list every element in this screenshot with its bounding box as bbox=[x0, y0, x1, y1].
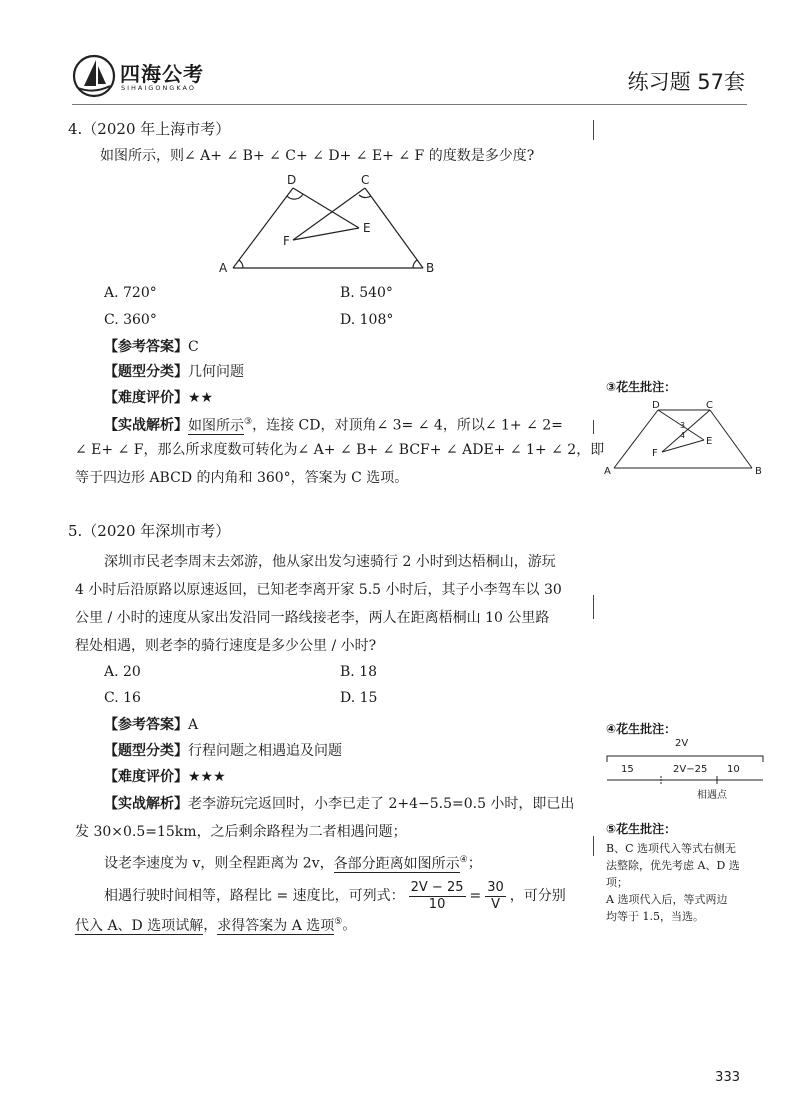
answer-value: A bbox=[188, 717, 199, 733]
note3-label-a: A bbox=[604, 466, 611, 477]
analysis-text: 相遇行驶时间相等，路程比 = 速度比，可列式： bbox=[104, 888, 405, 904]
footnote-ref: ⑤ bbox=[334, 917, 343, 927]
analysis-line-1 bbox=[104, 408, 563, 440]
underlined-text: 求得答案为 A 选项 bbox=[217, 917, 335, 934]
note3-label-4: 4 bbox=[680, 431, 686, 440]
margin-line bbox=[593, 836, 594, 856]
label-e: E bbox=[363, 221, 371, 235]
option-d: D. 15 bbox=[340, 690, 378, 706]
label-b: B bbox=[426, 261, 435, 275]
analysis-label: 【实战解析】 bbox=[104, 417, 188, 434]
analysis-text: 老李游玩完返回时，小李已走了 2+4−5.5=0.5 小时，即已出 bbox=[188, 796, 575, 812]
footnote-ref: ③ bbox=[244, 417, 253, 427]
logo-name: 四海公考 bbox=[120, 62, 204, 86]
type-value: 行程问题之相遇追及问题 bbox=[188, 743, 342, 759]
option-c: C. 360° bbox=[104, 312, 157, 328]
answer-value: C bbox=[188, 339, 199, 355]
question-5-heading: 5.（2020 年深圳市考） bbox=[68, 522, 231, 540]
type-row bbox=[104, 362, 244, 382]
label-d: D bbox=[287, 173, 297, 187]
note3-label-c: C bbox=[706, 400, 713, 411]
label-f: F bbox=[283, 234, 290, 248]
question-4-figure bbox=[213, 168, 443, 278]
fraction-left: $\frac{2V - 25}{10}$ bbox=[410, 879, 464, 912]
meeting-point-caption: 相遇点 bbox=[697, 790, 727, 801]
label-a: A bbox=[219, 261, 228, 275]
difficulty-stars: ★★★ bbox=[188, 769, 226, 785]
option-a: A. 20 bbox=[104, 664, 141, 680]
fraction-right: $\frac{30}{V}$ bbox=[487, 879, 504, 912]
label-c: C bbox=[361, 173, 370, 187]
question-4-heading: 4.（2020 年上海市考） bbox=[68, 120, 231, 138]
distance-bracket bbox=[605, 752, 765, 764]
option-d: D. 108° bbox=[340, 312, 394, 328]
equals-sign: = bbox=[469, 888, 482, 904]
answer-row bbox=[104, 337, 199, 357]
analysis-label: 【实战解析】 bbox=[104, 796, 188, 812]
question-4-stem: 如图所示，则∠ A+ ∠ B+ ∠ C+ ∠ D+ ∠ E+ ∠ F 的度数是多少度? bbox=[100, 148, 535, 164]
header-divider bbox=[72, 104, 747, 105]
option-a: A. 720° bbox=[104, 285, 157, 301]
type-label: 【题型分类】 bbox=[104, 743, 188, 759]
analysis-text: ，可分别 bbox=[509, 888, 566, 904]
difficulty-label: 【难度评价】 bbox=[104, 390, 188, 406]
page-number: 333 bbox=[715, 1070, 740, 1085]
note3-label-e: E bbox=[706, 436, 713, 447]
total-distance-label: 2V bbox=[675, 738, 689, 749]
sailboat-logo-icon bbox=[72, 54, 116, 98]
page-title: 练习题 57套 bbox=[627, 70, 745, 94]
option-b: B. 18 bbox=[340, 664, 378, 680]
question-5-stem-2: 4 小时后沿原路以原速返回，已知老李离开家 5.5 小时后，其子小李驾车以 30 bbox=[75, 582, 562, 598]
type-value: 几何问题 bbox=[188, 364, 244, 380]
note-3-title: ③花生批注： bbox=[606, 380, 677, 394]
note3-label-d: D bbox=[652, 400, 660, 411]
margin-line bbox=[593, 120, 594, 140]
segment-15: 15 bbox=[621, 764, 634, 775]
footnote-ref: ④ bbox=[459, 855, 468, 865]
logo bbox=[72, 52, 222, 102]
analysis-line-2: ∠ E+ ∠ F，那么所求度数可转化为∠ A+ ∠ B+ ∠ BCF+ ∠ ADE+ ∠ 1+ ∠ 2，即 bbox=[75, 442, 605, 458]
distance-line bbox=[605, 776, 765, 784]
answer-label: 【参考答案】 bbox=[104, 717, 188, 733]
difficulty-row bbox=[104, 767, 226, 787]
margin-line bbox=[593, 595, 594, 619]
question-5-stem-4: 程处相遇，则老李的骑行速度是多少公里 / 小时? bbox=[75, 638, 377, 654]
analysis-text: ，连接 CD，对顶角∠ 3= ∠ 4，所以∠ 1+ ∠ 2= bbox=[252, 417, 563, 434]
logo-subtitle: SIHAIGONGKAO bbox=[121, 84, 196, 92]
analysis-line-3: 等于四边形 ABCD 的内角和 360°，答案为 C 选项。 bbox=[75, 470, 409, 486]
question-5-stem-3: 公里 / 小时的速度从家出发沿同一路线接老李，两人在距离梧桐山 10 公里路 bbox=[75, 610, 550, 626]
option-b: B. 540° bbox=[340, 285, 393, 301]
underlined-text: 代入 A、D 选项试解 bbox=[75, 917, 204, 934]
note3-label-f: F bbox=[652, 448, 658, 459]
difficulty-label: 【难度评价】 bbox=[104, 769, 188, 785]
answer-label: 【参考答案】 bbox=[104, 339, 188, 355]
figure-reference: 如图所示 bbox=[188, 417, 244, 434]
note-5-title: ⑤花生批注： bbox=[606, 822, 677, 836]
difficulty-row bbox=[104, 388, 213, 408]
type-row bbox=[104, 741, 342, 761]
note-5-text: B、C 选项代入等式右侧无 法整除，优先考虑 A、D 选 项； A 选项代入后，等式两边 均等于 1.5，当选。 bbox=[606, 842, 740, 923]
analysis-line-2: 发 30×0.5=15km，之后剩余路程为二者相遇问题； bbox=[75, 824, 407, 840]
analysis-text: 设老李速度为 v，则全程距离为 2v， bbox=[104, 855, 334, 872]
type-label: 【题型分类】 bbox=[104, 364, 188, 380]
note3-label-3: 3 bbox=[680, 421, 686, 430]
note-3-figure bbox=[600, 400, 770, 480]
margin-line bbox=[593, 420, 594, 434]
analysis-line-5: 代入 A、D 选项试解，求得答案为 A 选项⑤。 bbox=[75, 917, 357, 934]
analysis-line-3 bbox=[104, 846, 482, 878]
segment-2v-25: 2V−25 bbox=[673, 764, 708, 775]
answer-row bbox=[104, 715, 198, 735]
note-4-title: ④花生批注： bbox=[606, 722, 677, 736]
question-5-stem-1: 深圳市民老李周末去郊游，他从家出发匀速骑行 2 小时到达梧桐山，游玩 bbox=[104, 554, 556, 570]
note-4-diagram bbox=[605, 738, 765, 801]
option-c: C. 16 bbox=[104, 690, 141, 706]
segment-10: 10 bbox=[727, 764, 740, 775]
note3-label-b: B bbox=[755, 466, 762, 477]
analysis-line-1 bbox=[104, 790, 574, 818]
analysis-text: ； bbox=[467, 855, 482, 872]
difficulty-stars: ★★ bbox=[188, 390, 214, 406]
figure-reference: 各部分距离如图所示 bbox=[333, 855, 460, 872]
